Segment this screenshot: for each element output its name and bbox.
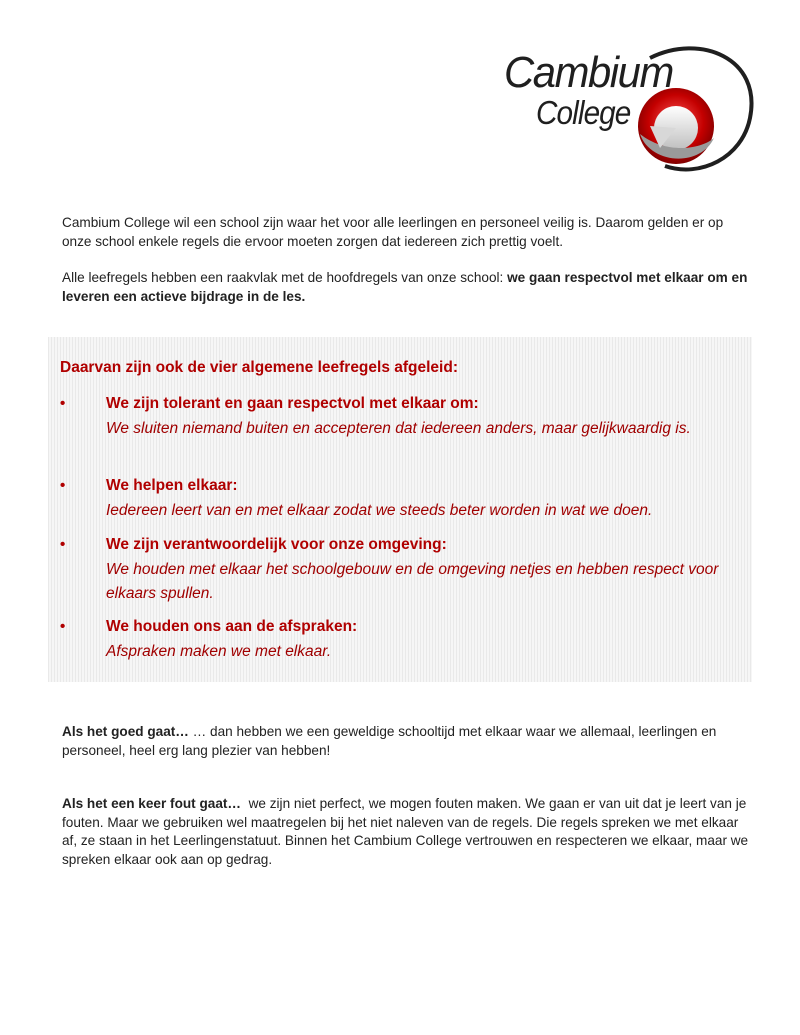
bullet-icon: •	[60, 536, 66, 553]
rule-text: We houden met elkaar het schoolgebouw en de omgeving netjes en hebben respect voor elkaars spullen.	[106, 561, 719, 602]
bullet-icon: •	[60, 395, 66, 412]
rule-text: Afspraken maken we met elkaar.	[106, 643, 332, 660]
rule-text: Iedereen leert van en met elkaar zodat we steeds beter worden in wat we doen.	[106, 502, 653, 519]
logo-word-cambium: Cambium	[504, 48, 673, 97]
good-outcome-paragraph	[62, 723, 752, 760]
rule-heading: We zijn verantwoordelijk voor onze omgeving:	[106, 536, 447, 553]
mistakes-paragraph	[62, 795, 752, 869]
rule-text: We sluiten niemand buiten en accepteren dat iedereen anders, maar gelijkwaardig is.	[106, 420, 691, 437]
rules-box	[48, 337, 752, 682]
mistakes-text: we zijn niet perfect, we mogen fouten maken. We gaan er van uit dat je leert van je fouten. Maar we gebruiken wel maatregelen bij het niet naleven van de regels. Die regels spreken we met elkaar af, ze staan in het Leerlingenstatuut. Binnen het Cambium College vertrouwen en respecteren we elkaar, maar we spreken elkaar ook aan op gedrag.	[62, 796, 752, 867]
bullet-icon: •	[60, 477, 66, 494]
rules-title: Daarvan zijn ook de vier algemene leefregels afgeleid:	[60, 359, 458, 376]
rule-heading: We zijn tolerant en gaan respectvol met elkaar om:	[106, 395, 479, 412]
logo-word-college: College	[536, 94, 631, 131]
core-rules-paragraph	[62, 269, 752, 306]
rule-heading: We houden ons aan de afspraken:	[106, 618, 358, 635]
core-rules-emphasis: we gaan respectvol met elkaar om en leveren een actieve bijdrage in de les.	[62, 270, 748, 304]
core-rules-lead: Alle leefregels hebben een raakvlak met de hoofdregels van onze school:	[62, 270, 508, 285]
good-outcome-lead: Als het goed gaat…	[62, 724, 189, 739]
cambium-college-logo	[500, 38, 756, 174]
mistakes-lead: Als het een keer fout gaat…	[62, 796, 242, 811]
intro-paragraph: Cambium College wil een school zijn waar het voor alle leerlingen en personeel veilig is. Daarom gelden er op onze school enkele regels die ervoor moeten zorgen dat iedereen zich prettig voelt.	[62, 215, 724, 249]
good-outcome-text: … dan hebben we een geweldige schooltijd met elkaar waar we allemaal, leerlingen en personeel, heel erg lang plezier van hebben!	[62, 724, 717, 758]
rule-heading: We helpen elkaar:	[106, 477, 238, 494]
bullet-icon: •	[60, 618, 66, 635]
